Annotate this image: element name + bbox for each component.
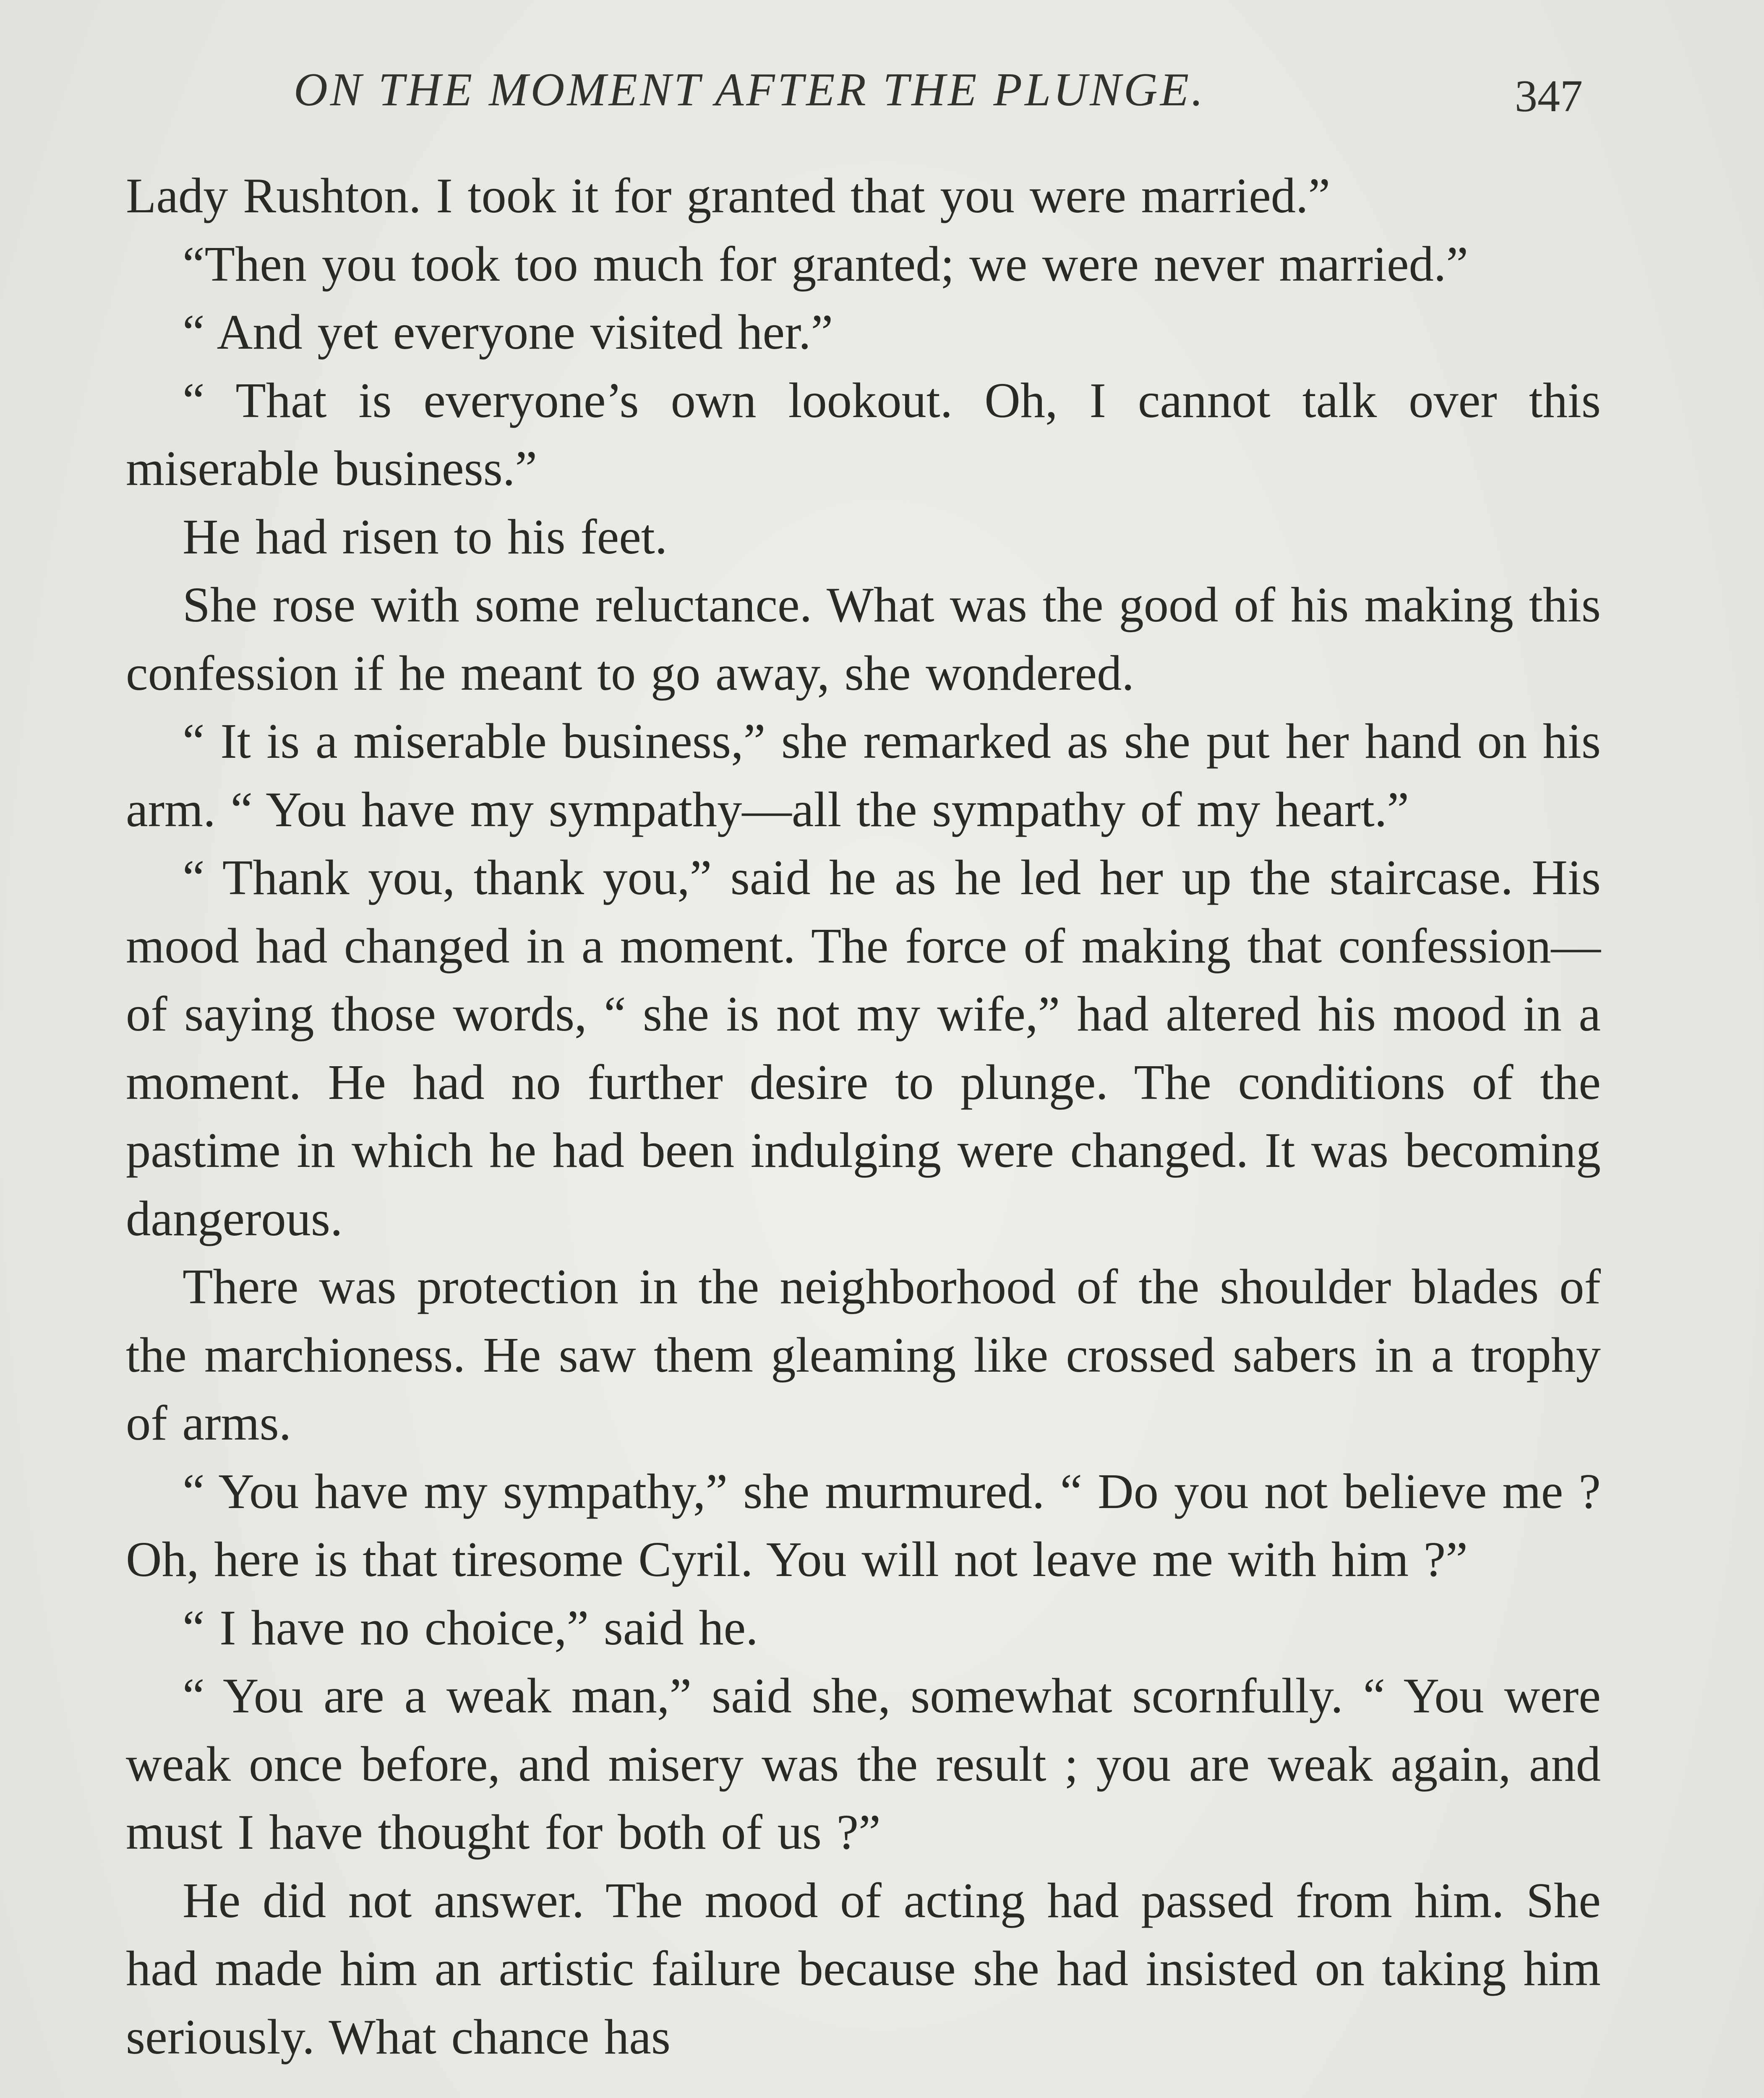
paragraph: He did not answer. The mood of acting had passed from him. She had made him an artistic failure because she had insisted on taking him seriously. What chance has [126,1872,1601,2064]
paragraph: He had risen to his feet. [183,509,668,564]
paragraph: “ It is a miserable business,” she remarked as she put her hand on his arm. “ You have my sympathy—all the sympathy of my heart.” [126,713,1601,837]
paragraph: Lady Rushton. I took it for granted that you were married.” [126,168,1331,223]
paragraph: “ You are a weak man,” said she, somewhat scornfully. “ You were weak once before, and misery was the result ; you are weak again, and must I have thought for both of us ?” [126,1668,1601,1860]
running-title: ON THE MOMENT AFTER THE PLUNGE. [294,64,1206,116]
paragraph: “Then you took too much for granted; we were never married.” [183,236,1469,292]
paragraph: She rose with some reluctance. What was the good of his making this confession if he meant to go away, she wondered. [126,577,1601,701]
page-number: 347 [1515,71,1583,121]
paragraph: “ Thank you, thank you,” said he as he led her up the staircase. His mood had changed in a moment. The force of making that confession—of saying those words, “ she is not my wife,” had altered his mood in a moment. He had no further desire to plunge. The conditions of the pastime in which he had been indulging were changed. It was becoming dangerous. [126,850,1601,1246]
paragraph: There was protection in the neighborhood of the shoulder blades of the marchioness. He saw them gleaming like crossed sabers in a trophy of arms. [126,1259,1601,1451]
paragraph: “ You have my sympathy,” she murmured. “ Do you not believe me ? Oh, here is that tiresome Cyril. You will not leave me with him ?” [126,1463,1601,1587]
paragraph: “ I have no choice,” said he. [183,1600,758,1655]
body-text [126,162,1601,2098]
paragraph: “ That is everyone’s own lookout. Oh, I cannot talk over this miserable business.” [126,372,1601,496]
paragraph: “ And yet everyone visited her.” [183,304,833,360]
